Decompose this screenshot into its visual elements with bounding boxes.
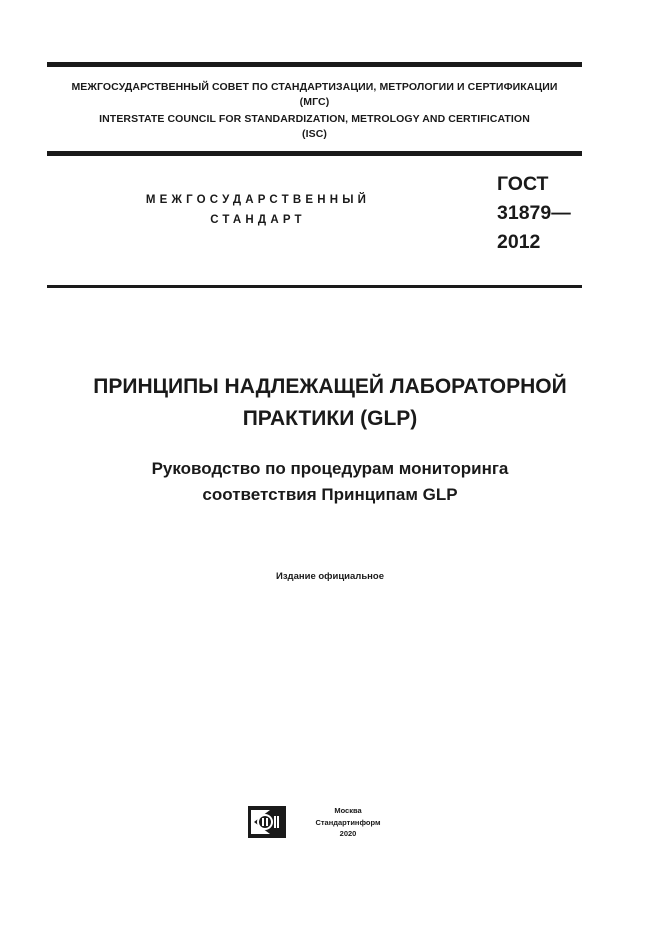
designation-year: 2012 bbox=[497, 231, 541, 253]
edition-note: Издание официальное bbox=[276, 571, 384, 582]
standard-type-line1: МЕЖГОСУДАРСТВЕННЫЙ bbox=[145, 194, 371, 206]
publisher-city: Москва bbox=[334, 806, 362, 815]
top-divider bbox=[47, 62, 582, 67]
designation-prefix: ГОСТ bbox=[497, 173, 549, 195]
designation-number: 31879— bbox=[497, 202, 571, 224]
document-subtitle bbox=[30, 456, 630, 508]
council-en-abbr: (ISC) bbox=[302, 128, 327, 140]
header-divider bbox=[47, 151, 582, 156]
title-line2: ПРАКТИКИ (GLP) bbox=[242, 407, 418, 430]
standard-type bbox=[118, 190, 398, 230]
publisher-name: Стандартинформ bbox=[315, 817, 381, 827]
subtitle-line2: соответствия Принципам GLP bbox=[202, 485, 458, 504]
publisher-info bbox=[300, 805, 396, 840]
council-ru-name: МЕЖГОСУДАРСТВЕННЫЙ СОВЕТ ПО СТАНДАРТИЗАЦИИ, МЕТРОЛОГИИ И СЕРТИФИКАЦИИ bbox=[71, 81, 558, 93]
publisher-year: 2020 bbox=[339, 829, 357, 838]
designation-divider bbox=[47, 285, 582, 288]
standard-type-line2: СТАНДАРТ bbox=[210, 214, 306, 226]
title-line1: ПРИНЦИПЫ НАДЛЕЖАЩЕЙ ЛАБОРАТОРНОЙ bbox=[93, 375, 567, 398]
council-ru bbox=[47, 80, 582, 110]
council-en-name: INTERSTATE COUNCIL FOR STANDARDIZATION, METROLOGY AND CERTIFICATION bbox=[99, 113, 530, 125]
council-en bbox=[47, 112, 582, 142]
standard-designation bbox=[497, 170, 571, 257]
subtitle-line1: Руководство по процедурам мониторинга bbox=[151, 459, 509, 478]
council-ru-abbr: (МГС) bbox=[299, 96, 330, 108]
document-title bbox=[30, 371, 630, 435]
standartinform-logo-icon bbox=[248, 806, 286, 838]
